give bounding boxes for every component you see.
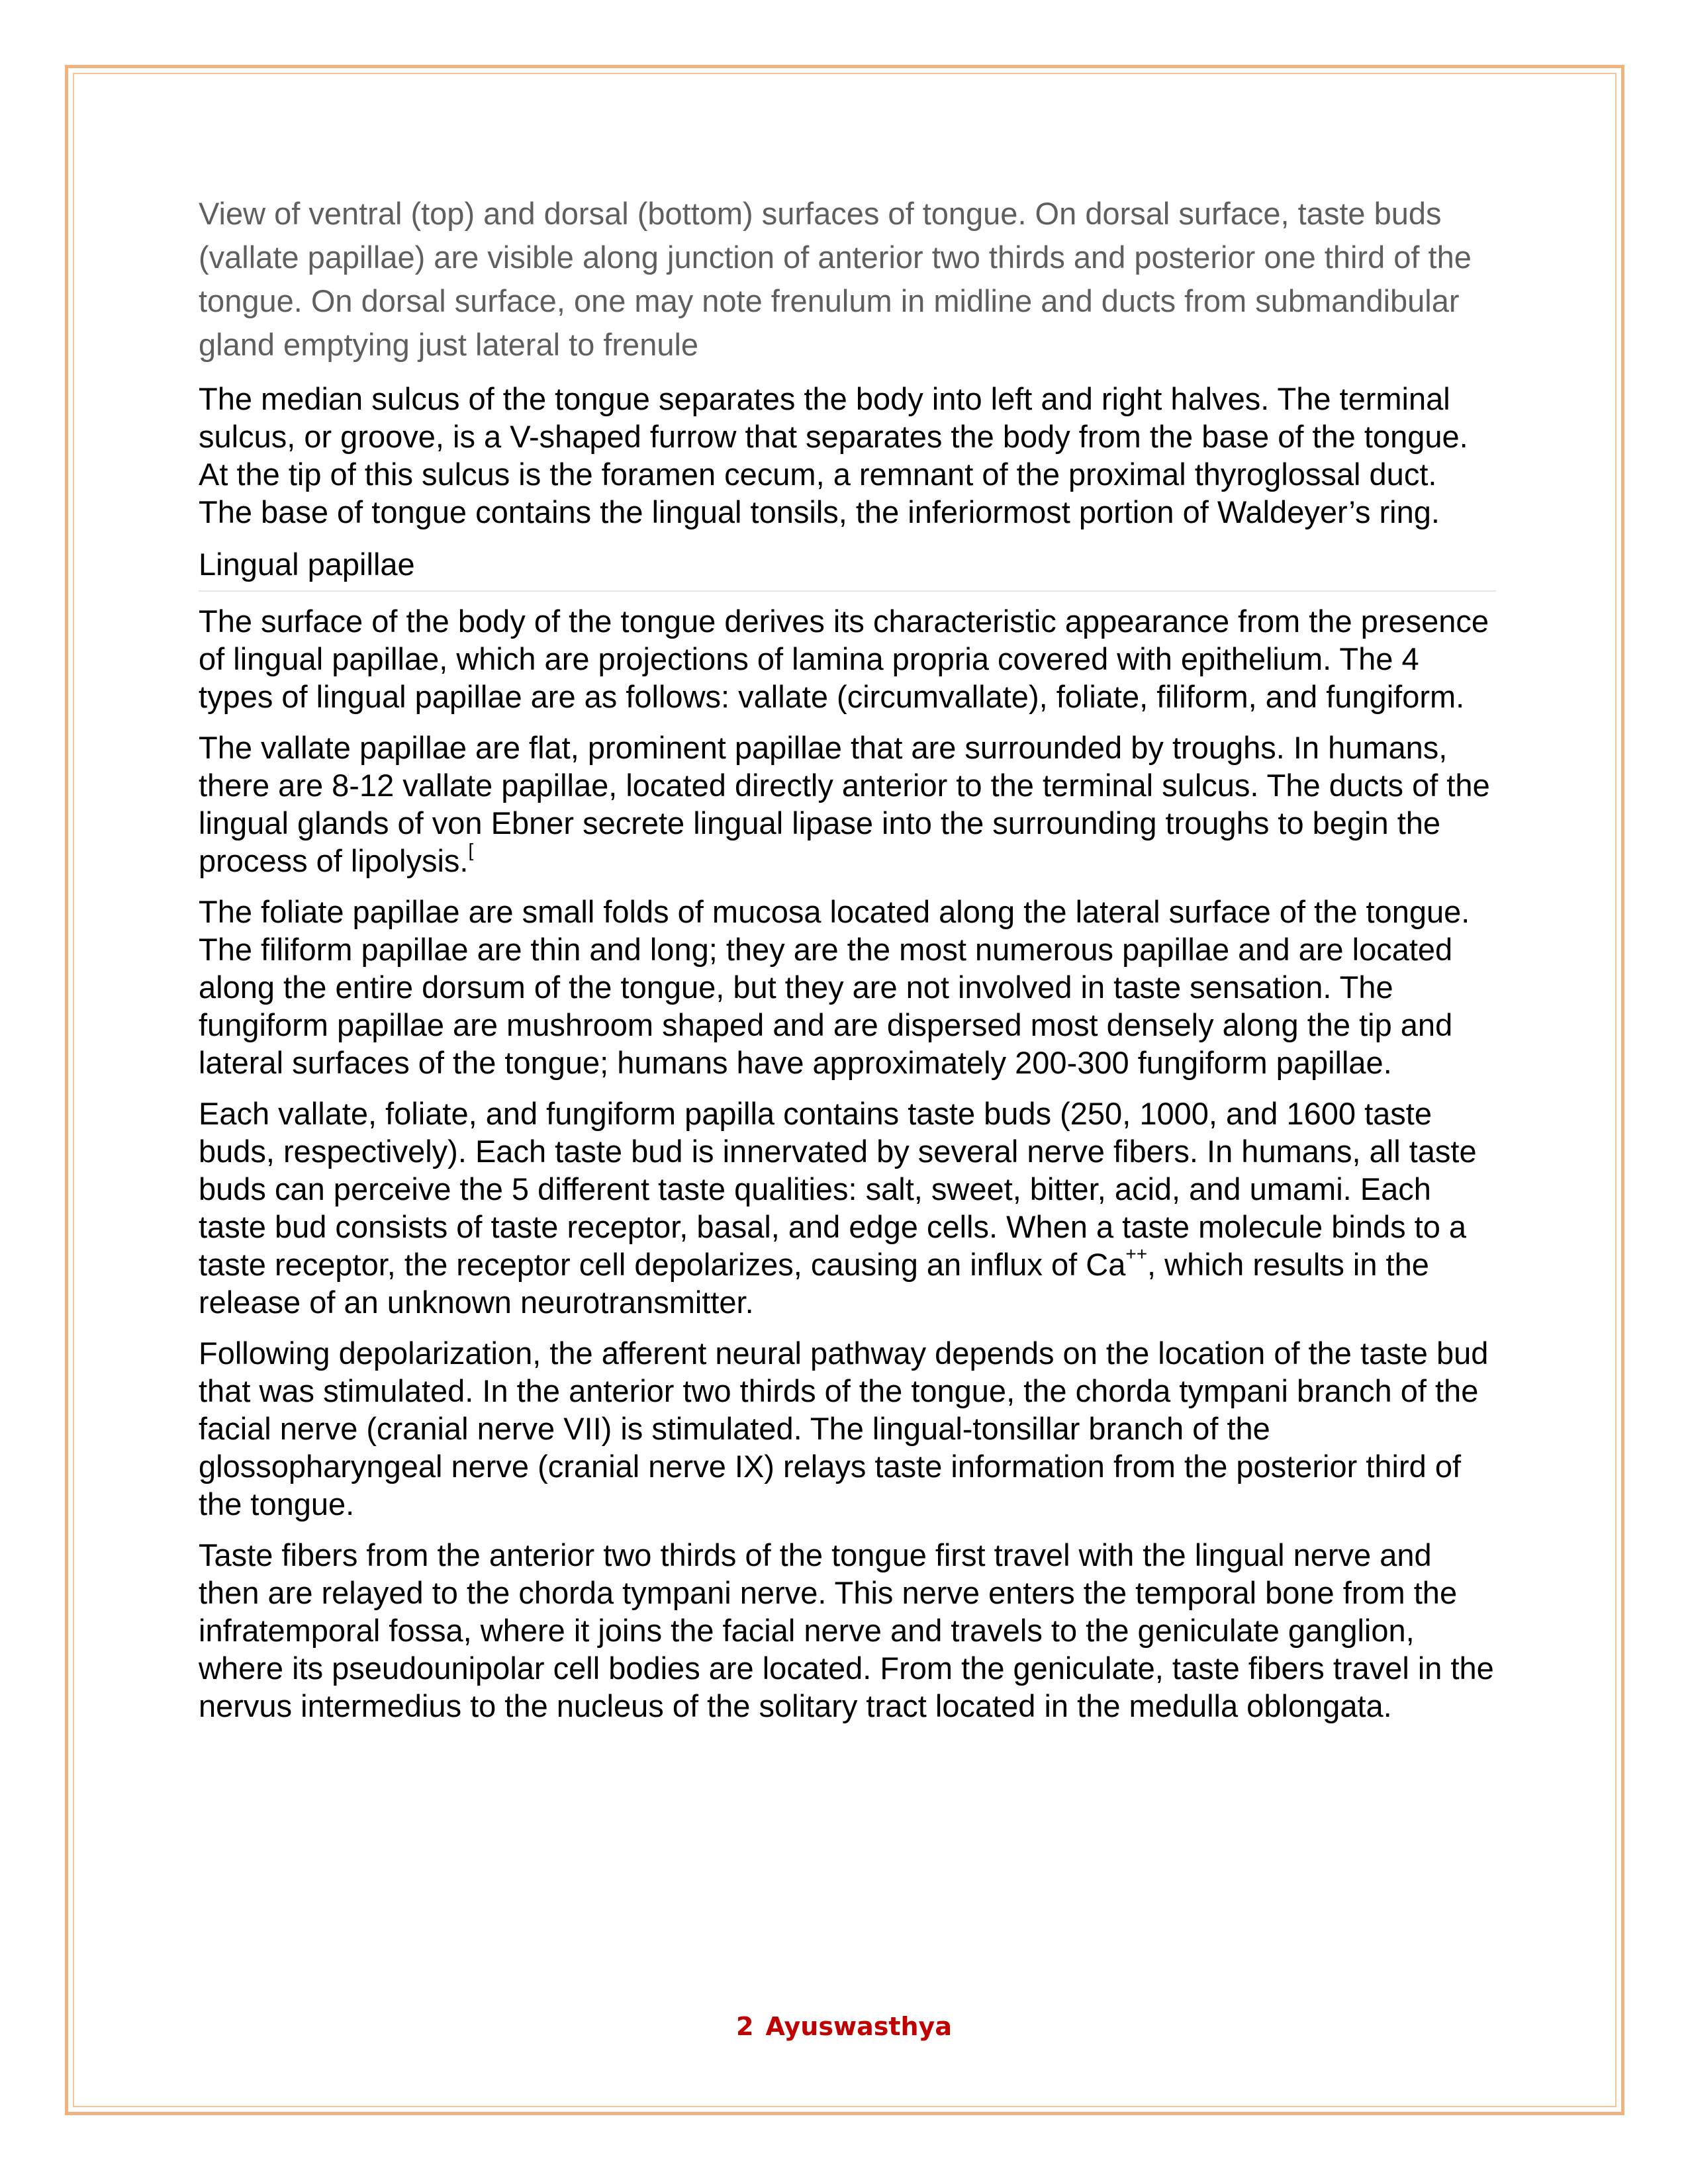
paragraph-taste-buds-text-end: , which results in the release of an unknown neurotransmitter. (199, 1247, 1429, 1320)
paragraph-taste-buds-text: Each vallate, foliate, and fungiform papilla contains taste buds (250, 1000, and 1600 taste buds, respectively). Each taste bud is innervated by several nerve fibers. In humans, all taste buds can perceive the 5 different taste qualities: salt, sweet, bitter, acid, and umami. Each taste bud consists of taste receptor, basal, and edge cells. When a taste molecule binds to a taste receptor, the receptor cell depolarizes, causing an influx of Ca (199, 1096, 1477, 1282)
document-body (199, 192, 1496, 1738)
paragraph-foliate: The foliate papillae are small folds of mucosa located along the lateral surface of the tongue. The filiform papillae are thin and long; they are the most numerous papillae and are located along the entire dorsum of the tongue, but they are not involved in taste sensation. The fungiform papillae are mushroom shaped and are dispersed most densely along the tip and lateral surfaces of the tongue; humans have approximately 200-300 fungiform papillae. (199, 894, 1470, 1080)
page-footer (0, 2012, 1688, 2041)
citation-marker: [ (468, 840, 474, 861)
calcium-superscript: ++ (1125, 1244, 1148, 1265)
paragraph-depolarization: Following depolarization, the afferent neural pathway depends on the location of the taste bud that was stimulated. In the anterior two thirds of the tongue, the chorda tympani branch of the facial nerve (cranial nerve VII) is stimulated. The lingual-tonsillar branch of the glossopharyngeal nerve (cranial nerve IX) relays taste information from the posterior third of the tongue. (199, 1336, 1489, 1522)
paragraph-median-sulcus: The median sulcus of the tongue separates the body into left and right halves. The terminal sulcus, or groove, is a V-shaped furrow that separates the body from the base of the tongue. At the tip of this sulcus is the foramen cecum, a remnant of the proximal thyroglossal duct. The base of tongue contains the lingual tonsils, the inferiormost portion of Waldeyer’s ring. (199, 381, 1468, 529)
paragraph-taste-fibers: Taste fibers from the anterior two thirds of the tongue first travel with the lingual nerve and then are relayed to the chorda tympani nerve. This nerve enters the temporal bone from the infratemporal fossa, where it joins the facial nerve and travels to the geniculate ganglion, where its pseudounipolar cell bodies are located. From the geniculate, taste fibers travel in the nervus intermedius to the nucleus of the solitary tract located in the medulla oblongata. (199, 1537, 1494, 1723)
section-heading-lingual-papillae: Lingual papillae (199, 544, 1496, 592)
footer-label: Ayuswasthya (765, 2012, 952, 2041)
paragraph-surface: The surface of the body of the tongue derives its characteristic appearance from the presence of lingual papillae, which are projections of lamina propria covered with epithelium. The 4 types of lingual papillae are as follows: vallate (circumvallate), foliate, filiform, and fungiform. (199, 604, 1489, 714)
paragraph-vallate-text: The vallate papillae are flat, prominent papillae that are surrounded by troughs. In humans, there are 8-12 vallate papillae, located directly anterior to the terminal sulcus. The ducts of the lingual glands of von Ebner secrete lingual lipase into the surrounding troughs to begin the process of lipolysis. (199, 730, 1490, 878)
paragraph-taste-buds (199, 1095, 1496, 1321)
paragraph-vallate (199, 729, 1496, 880)
page-number: 2 (736, 2012, 754, 2041)
figure-caption: View of ventral (top) and dorsal (bottom) surfaces of tongue. On dorsal surface, taste buds (vallate papillae) are visible along junction of anterior two thirds and posterior one third of the tongue. On dorsal surface, one may note frenulum in midline and ducts from submandibular gland emptying just lateral to frenule (199, 196, 1472, 362)
